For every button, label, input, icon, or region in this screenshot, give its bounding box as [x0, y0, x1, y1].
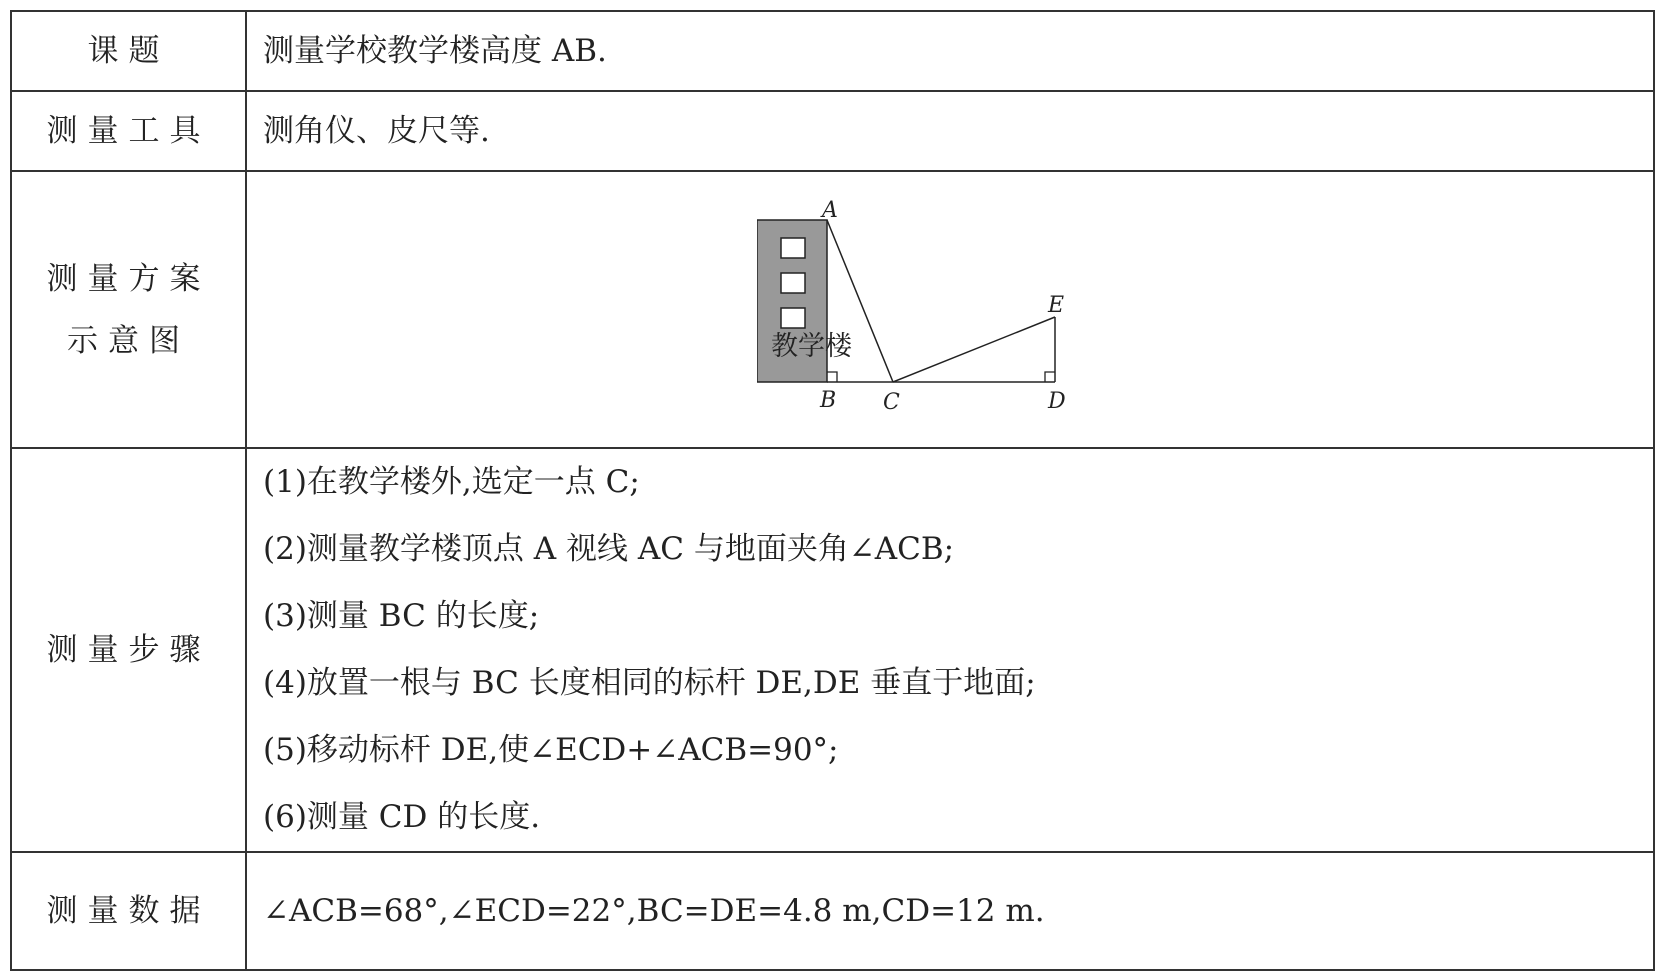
- building-label: 教学楼: [771, 331, 852, 362]
- tools-content: 测角仪、皮尺等.: [246, 91, 1654, 171]
- row-diagram: [11, 171, 1654, 448]
- step-item-2: (2)测量教学楼顶点 A 视线 AC 与地面夹角∠ACB;: [263, 531, 955, 567]
- sightline-ce: [893, 317, 1055, 382]
- point-label-a: A: [822, 198, 838, 223]
- step-item-1: (1)在教学楼外,选定一点 C;: [263, 464, 640, 500]
- row-steps: [11, 448, 1654, 852]
- building-window-3: [781, 308, 805, 328]
- building-window-2: [781, 273, 805, 293]
- steps-label: 测量步骤: [11, 448, 246, 852]
- data-content: ∠ACB=68°,∠ECD=22°,BC=DE=4.8 m,CD=12 m.: [246, 852, 1654, 970]
- building-window-1: [781, 238, 805, 258]
- step-item-6: (6)测量 CD 的长度.: [263, 799, 541, 835]
- row-tools: [11, 91, 1654, 171]
- topic-label: 课题: [11, 11, 246, 91]
- point-label-c: C: [883, 390, 900, 415]
- step-item-5: (5)移动标杆 DE,使∠ECD+∠ACB=90°;: [263, 732, 839, 768]
- step-item-3: (3)测量 BC 的长度;: [263, 598, 540, 634]
- measurement-diagram: [757, 172, 1097, 447]
- steps-content: [246, 448, 1654, 852]
- diagram-wrap: [247, 172, 1653, 447]
- row-data: [11, 852, 1654, 970]
- diagram-cell: [246, 171, 1654, 448]
- tools-label: 测量工具: [11, 91, 246, 171]
- topic-content: 测量学校教学楼高度 AB.: [246, 11, 1654, 91]
- steps-list: [263, 449, 1653, 851]
- measurement-table: [10, 10, 1655, 971]
- step-item-4: (4)放置一根与 BC 长度相同的标杆 DE,DE 垂直于地面;: [263, 665, 1036, 701]
- data-label: 测量数据: [11, 852, 246, 970]
- row-topic: [11, 11, 1654, 91]
- diagram-label: [11, 171, 246, 448]
- right-angle-d: [1045, 372, 1055, 382]
- diagram-label-line1: 测量方案: [46, 260, 211, 297]
- point-label-d: D: [1048, 389, 1066, 414]
- point-label-b: B: [820, 388, 837, 413]
- diagram-label-line2: 示意图: [67, 322, 190, 359]
- right-angle-b: [827, 372, 837, 382]
- point-label-e: E: [1048, 293, 1065, 318]
